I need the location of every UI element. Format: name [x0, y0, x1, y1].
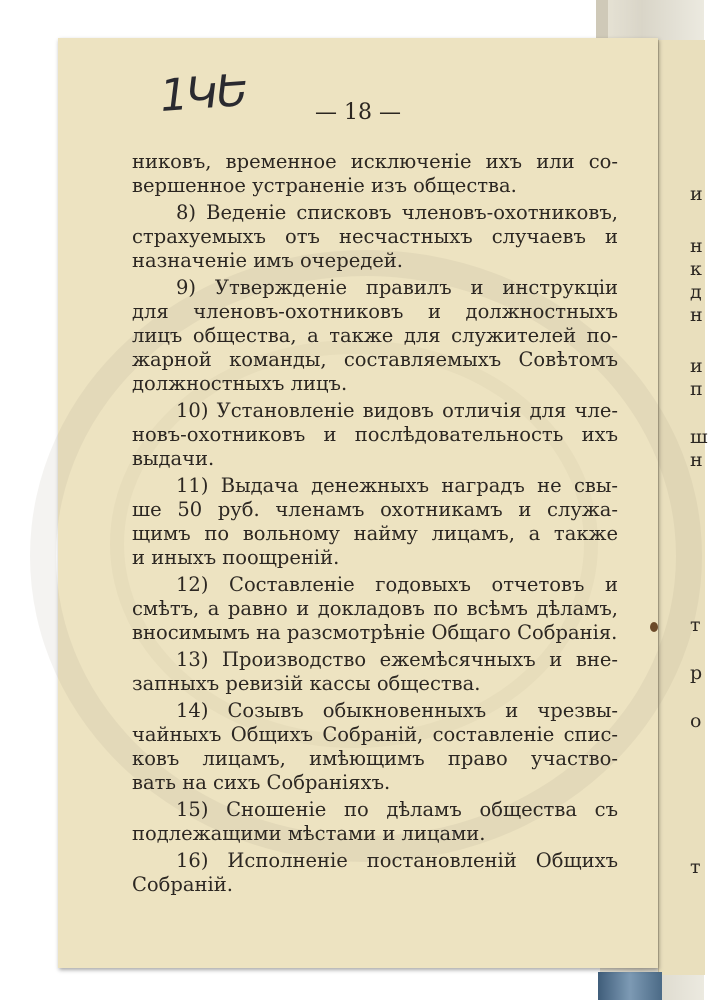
body-line: ше 50 руб. членамъ охотникамъ и служа- — [132, 498, 618, 521]
body-line: 16) Исполненіе постановленій Общихъ — [176, 849, 618, 872]
facing-page-fragment: о — [690, 710, 702, 732]
facing-page-fragment: ш — [690, 426, 708, 448]
facing-page-fragment: и — [690, 355, 703, 377]
body-line: ковъ лицамъ, имѣющимъ право участво- — [132, 747, 618, 770]
body-line: подлежащими мѣстами и лицами. — [132, 822, 486, 845]
body-line: должностныхъ лицъ. — [132, 372, 348, 395]
body-line: 13) Производство ежемѣсячныхъ и вне- — [176, 648, 618, 671]
body-line: 12) Составленіе годовыхъ отчетовъ и — [176, 573, 618, 596]
body-line: чайныхъ Общихъ Собраній, составленіе спис- — [132, 723, 618, 746]
body-line: лицъ общества, а также для служителей по- — [132, 324, 618, 347]
body-line: щимъ по вольному найму лицамъ, а также — [132, 522, 618, 545]
body-line: и иныхъ поощреній. — [132, 546, 340, 569]
body-line: для членовъ-охотниковъ и должностныхъ — [132, 300, 618, 323]
facing-page-fragment: н — [690, 449, 703, 471]
body-line: 8) Веденіе списковъ членовъ-охотниковъ, — [176, 201, 618, 224]
body-line: 11) Выдача денежныхъ наградъ не свы- — [176, 474, 618, 497]
facing-page-fragment: д — [690, 281, 702, 303]
facing-page-fragment: т — [690, 856, 701, 878]
body-line: 14) Созывъ обыкновенныхъ и чрезвы- — [176, 699, 618, 722]
paper-stain — [650, 622, 658, 632]
body-line: смѣтъ, а равно и докладовъ по всѣмъ дѣламъ, — [132, 597, 618, 620]
body-line: новъ-охотниковъ и послѣдовательность ихъ — [132, 423, 618, 446]
body-line: жарной команды, составляемыхъ Совѣтомъ — [132, 348, 618, 371]
facing-page-fragment: н — [690, 235, 703, 257]
body-line: никовъ, временное исключеніе ихъ или со- — [132, 150, 618, 173]
handwritten-annotation: 1ԿԵ — [158, 65, 249, 122]
body-line: 10) Установленіе видовъ отличія для чле- — [176, 399, 618, 422]
body-line: 15) Сношеніе по дѣламъ общества съ — [176, 798, 618, 821]
facing-page-fragment: т — [690, 614, 701, 636]
body-line: запныхъ ревизій кассы общества. — [132, 672, 481, 695]
facing-page-fragment: п — [690, 378, 703, 400]
document-body — [132, 150, 618, 897]
facing-page-fragment: р — [690, 662, 703, 684]
facing-page-fragment: к — [690, 258, 702, 280]
facing-page-fragment: н — [690, 304, 703, 326]
body-line: вать на сихъ Собраніяхъ. — [132, 771, 391, 794]
body-line: Собраній. — [132, 873, 233, 896]
page-number: — 18 — — [315, 100, 401, 125]
body-line: страхуемыхъ отъ несчастныхъ случаевъ и — [132, 225, 618, 248]
body-line: назначеніе имъ очередей. — [132, 249, 403, 272]
body-line: вносимымъ на разсмотрѣніе Общаго Собранія. — [132, 621, 618, 644]
cover-strip — [598, 972, 662, 1000]
facing-page-fragment: и — [690, 183, 703, 205]
spine-shadow — [596, 0, 608, 40]
body-line: 9) Утвержденіе правилъ и инструкціи — [176, 276, 618, 299]
facing-page-text-fragments — [686, 0, 708, 1000]
body-line: выдачи. — [132, 447, 215, 470]
body-line: вершенное устраненіе изъ общества. — [132, 174, 517, 197]
